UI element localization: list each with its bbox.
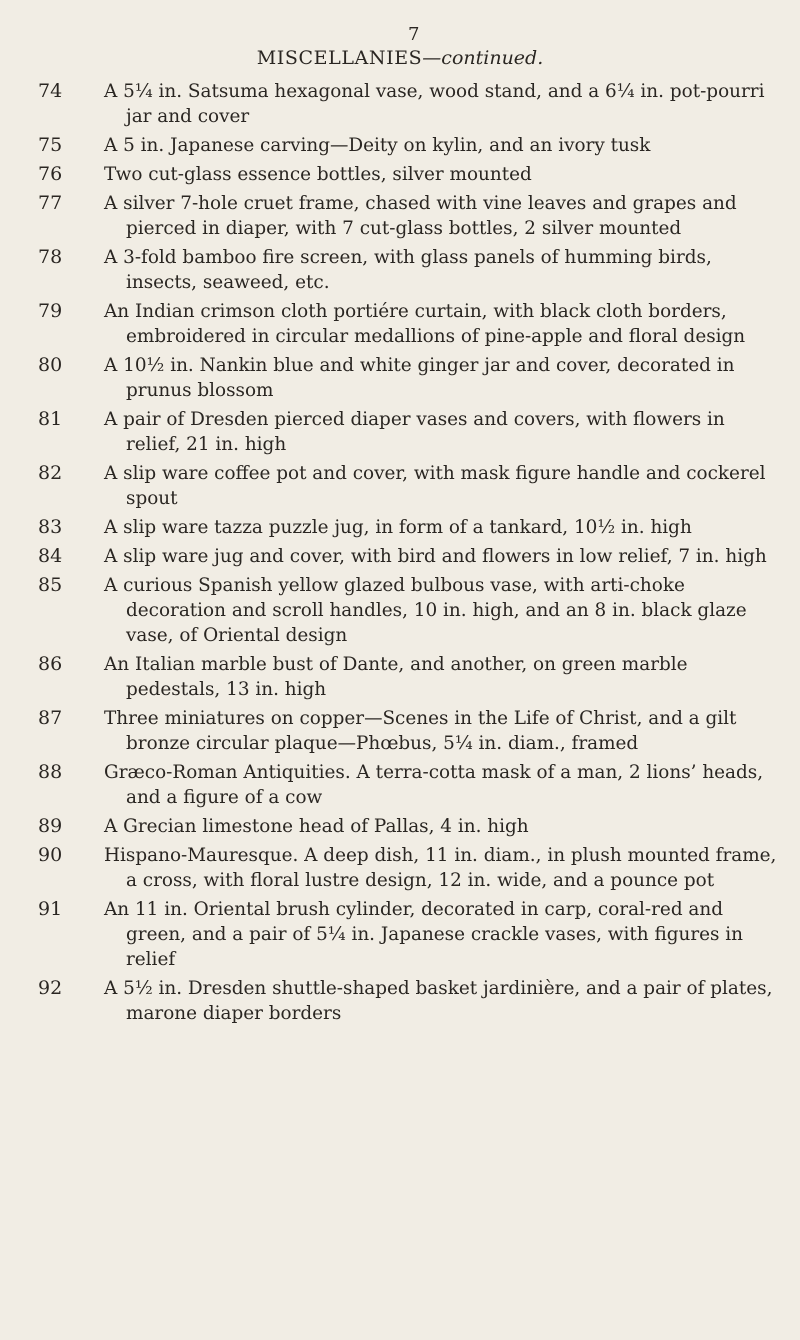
header-title: MISCELLANIES	[256, 47, 423, 69]
lot-number: 92	[38, 977, 63, 999]
lot-number: 80	[38, 354, 63, 376]
lot-description: An 11 in. Oriental brush cylinder, decorated in carp, coral-red and green, and a pair of 5¼ in. Japanese crackle vases, with figures in relief	[104, 899, 744, 970]
lot-number: 77	[38, 192, 63, 214]
page-number: 7	[408, 24, 420, 45]
lot-number: 76	[38, 163, 63, 185]
lot-item	[38, 162, 778, 187]
lot-item	[38, 461, 778, 511]
lot-description: A slip ware jug and cover, with bird and flowers in low relief, 7 in. high	[104, 546, 767, 567]
lot-item	[38, 976, 778, 1026]
lot-item	[38, 573, 778, 648]
lot-description: A slip ware coffee pot and cover, with mask figure handle and cockerel spout	[104, 463, 766, 509]
lot-item	[38, 814, 778, 839]
lot-item	[38, 515, 778, 540]
lot-number: 90	[38, 844, 63, 866]
lot-description: A pair of Dresden pierced diaper vases and covers, with flowers in relief, 21 in. high	[104, 409, 725, 455]
lot-number: 85	[38, 574, 63, 596]
lot-description: An Indian crimson cloth portiére curtain, with black cloth borders, embroidered in circular medallions of pine-apple and floral design	[104, 301, 746, 347]
lot-description: A 5 in. Japanese carving—Deity on kylin, and an ivory tusk	[104, 135, 651, 156]
lot-item	[38, 79, 778, 129]
lot-description: Three miniatures on copper—Scenes in the Life of Christ, and a gilt bronze circular plaque—Phœbus, 5¼ in. diam., framed	[104, 708, 737, 754]
lot-description: A 10½ in. Nankin blue and white ginger jar and cover, decorated in prunus blossom	[104, 355, 735, 401]
lot-number: 87	[38, 707, 63, 729]
page-header	[0, 46, 800, 70]
lot-description: A 5½ in. Dresden shuttle-shaped basket jardinière, and a pair of plates, marone diaper borders	[104, 978, 773, 1024]
lot-description: Græco-Roman Antiquities. A terra-cotta mask of a man, 2 lions’ heads, and a figure of a cow	[104, 762, 764, 808]
lot-item	[38, 544, 778, 569]
lot-item	[38, 299, 778, 349]
lot-number: 88	[38, 761, 63, 783]
lot-number: 82	[38, 462, 63, 484]
lot-item	[38, 897, 778, 972]
lot-number: 84	[38, 545, 63, 567]
lot-description: A 5¼ in. Satsuma hexagonal vase, wood stand, and a 6¼ in. pot-pourri jar and cover	[104, 81, 765, 127]
lot-item	[38, 133, 778, 158]
lot-number: 78	[38, 246, 63, 268]
lot-description: A curious Spanish yellow glazed bulbous vase, with arti-choke decoration and scroll handles, 10 in. high, and an 8 in. black glaze vase, of Oriental design	[104, 575, 747, 646]
lot-number: 74	[38, 80, 63, 102]
lot-number: 91	[38, 898, 63, 920]
lot-number: 81	[38, 408, 63, 430]
lot-item	[38, 353, 778, 403]
lot-item	[38, 245, 778, 295]
lot-description: A 3-fold bamboo fire screen, with glass panels of humming birds, insects, seaweed, etc.	[104, 247, 712, 293]
lot-number: 83	[38, 516, 63, 538]
lot-number: 75	[38, 134, 63, 156]
lot-item	[38, 760, 778, 810]
lot-number: 89	[38, 815, 63, 837]
lot-item	[38, 843, 778, 893]
header-continued: —continued.	[422, 47, 544, 69]
lot-item	[38, 706, 778, 756]
lot-description: An Italian marble bust of Dante, and another, on green marble pedestals, 13 in. high	[104, 654, 688, 700]
lot-description: A silver 7-hole cruet frame, chased with vine leaves and grapes and pierced in diaper, with 7 cut-glass bottles, 2 silver mounted	[104, 193, 737, 239]
lot-description: Two cut-glass essence bottles, silver mounted	[104, 164, 532, 185]
lot-item	[38, 652, 778, 702]
lot-list	[38, 79, 778, 1030]
lot-description: A slip ware tazza puzzle jug, in form of a tankard, 10½ in. high	[104, 517, 692, 538]
lot-number: 86	[38, 653, 63, 675]
lot-description: A Grecian limestone head of Pallas, 4 in. high	[104, 816, 529, 837]
lot-item	[38, 191, 778, 241]
lot-item	[38, 407, 778, 457]
lot-number: 79	[38, 300, 63, 322]
lot-description: Hispano-Mauresque. A deep dish, 11 in. diam., in plush mounted frame, a cross, with floral lustre design, 12 in. wide, and a pounce pot	[104, 845, 777, 891]
